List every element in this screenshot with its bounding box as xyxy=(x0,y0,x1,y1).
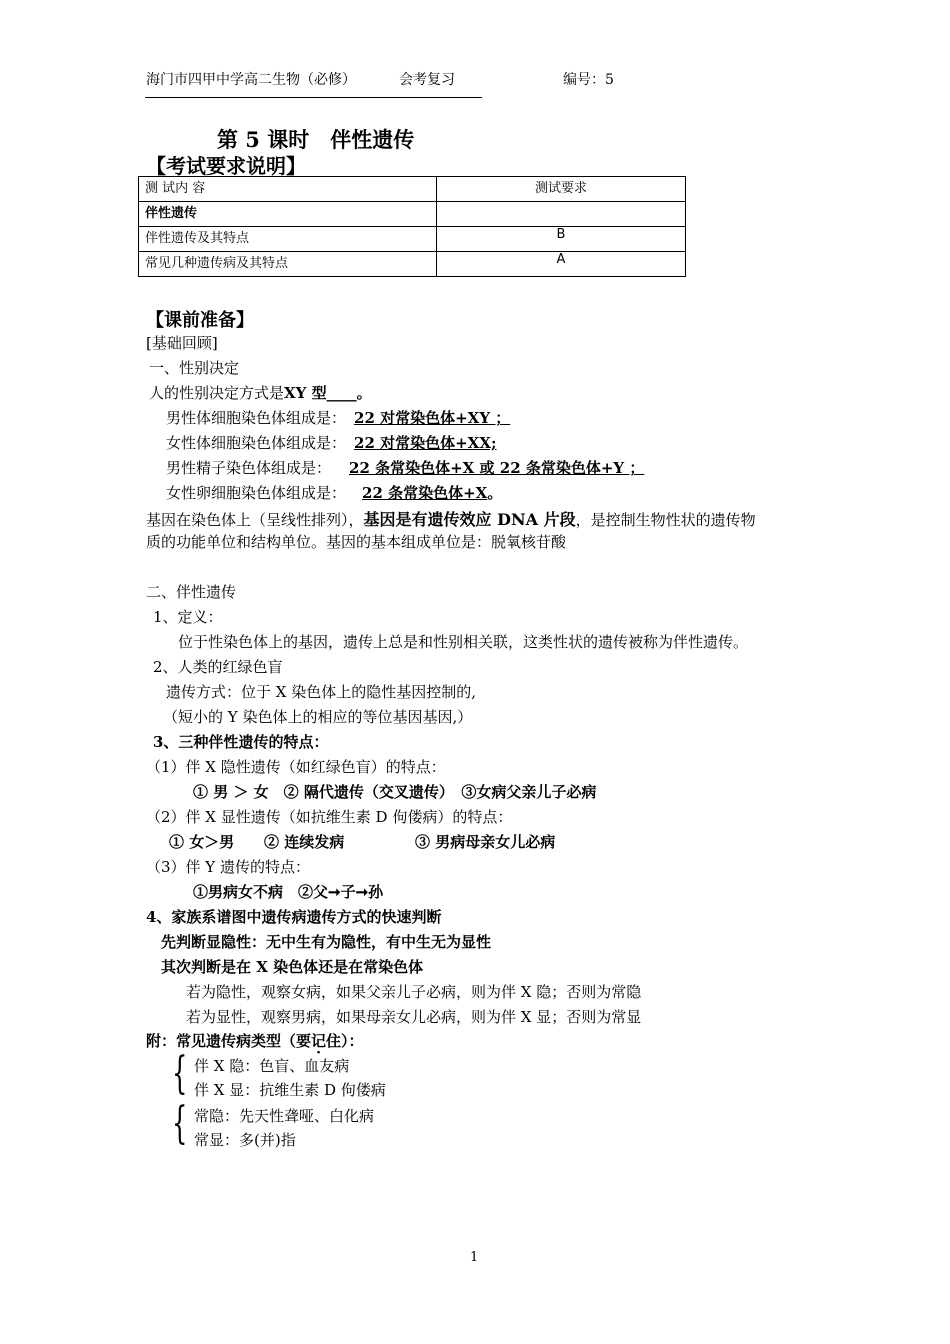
review-title: [基础回顾] xyxy=(146,334,218,352)
header-rule xyxy=(145,97,482,98)
female-cell-line xyxy=(166,432,497,453)
y-note: （短小的 Y 染色体上的相应的等位基因基因,） xyxy=(163,708,473,726)
table-cell: B xyxy=(437,227,686,252)
xd-point-1: ① 女＞男 xyxy=(169,833,235,851)
answer: 22 条常染色体+X 或 22 条常染色体+Y ； xyxy=(349,459,645,477)
disease-item: 伴 X 隐：色盲、血友病 xyxy=(194,1057,350,1075)
male-cell-line xyxy=(166,407,510,428)
xd-point-3: ③ 男病母亲女儿必病 xyxy=(415,833,556,851)
table-cell: 伴性遗传 xyxy=(139,202,437,227)
text: 附：常见遗传病类型（ xyxy=(146,1032,297,1050)
inherit-mode: 遗传方式：位于 X 染色体上的隐性基因控制的, xyxy=(166,683,476,701)
y-title: （3）伴 Y 遗传的特点： xyxy=(146,858,310,876)
judge-step-1: 先判断显隐性：无中生有为隐性，有中生无为显性 xyxy=(161,933,492,951)
three-types-title: 3、三种伴性遗传的特点： xyxy=(153,733,329,751)
answer: XY 型 xyxy=(284,384,327,402)
sperm-line xyxy=(166,457,644,478)
xd-title: （2）伴 X 显性遗传（如抗维生素 D 佝偻病）的特点： xyxy=(146,808,513,826)
table-cell xyxy=(437,202,686,227)
header-number: 编号：5 xyxy=(563,72,614,88)
emphasis-text: 要记住 xyxy=(296,1032,342,1050)
text: ）： xyxy=(341,1032,364,1050)
sec1-heading: 一、性别决定 xyxy=(149,359,240,377)
label: 女性体细胞染色体组成是： xyxy=(166,434,347,452)
left-brace-icon: { xyxy=(172,1098,188,1149)
judge-step-4: 若为显性，观察男病，如果母亲女儿必病，则为伴 X 显；否则为常显 xyxy=(186,1008,642,1026)
lesson-title: 第 5 课时 伴性遗传 xyxy=(217,127,415,152)
text: ，是控制生物性状的遗传物 xyxy=(575,511,756,529)
text: 基因在染色体上（呈线性排列）， xyxy=(146,511,364,529)
table-row xyxy=(139,227,686,252)
sex-determination-line xyxy=(149,382,372,403)
answer: 22 条常染色体+X xyxy=(362,484,488,502)
sec2-heading: 二、伴性遗传 xyxy=(146,583,237,601)
exam-requirement-table xyxy=(138,176,686,277)
judge-step-2: 其次判断是在 X 染色体还是在常染色体 xyxy=(161,958,424,976)
label: 男性体细胞染色体组成是： xyxy=(166,409,347,427)
answer: 22 对常染色体+XX; xyxy=(354,434,497,452)
xr-title: （1）伴 X 隐性遗传（如红绿色盲）的特点： xyxy=(146,758,446,776)
definition-text: 位于性染色体上的基因，遗传上总是和性别相关联，这类性状的遗传被称为伴性遗传。 xyxy=(178,633,749,651)
prep-title: 【课前准备】 xyxy=(146,310,254,331)
disease-item: 常显：多(并)指 xyxy=(194,1131,296,1149)
xr-points: ① 男 ＞ 女 ② 隔代遗传（交叉遗传） ③女病父亲儿子必病 xyxy=(193,783,597,801)
text: 。 xyxy=(356,384,372,402)
table-header-cell: 测试要求 xyxy=(437,177,686,202)
table-header-cell: 测 试内 容 xyxy=(139,177,437,202)
y-points: ①男病女不病 ②父➞子➞孙 xyxy=(193,883,384,901)
table-cell: 伴性遗传及其特点 xyxy=(139,227,437,252)
xd-point-2: ② 连续发病 xyxy=(264,833,345,851)
table-row xyxy=(139,202,686,227)
definition-title: 1、定义： xyxy=(153,608,223,626)
header-type: 会考复习 xyxy=(399,72,455,88)
label: 男性精子染色体组成是： xyxy=(166,459,332,477)
table-row xyxy=(139,252,686,277)
header-school: 海门市四甲中学高二生物（必修） xyxy=(146,72,356,88)
left-brace-icon: { xyxy=(172,1048,188,1099)
color-blind-title: 2、人类的红绿色盲 xyxy=(153,658,283,676)
label: 女性卵细胞染色体组成是： xyxy=(166,484,347,502)
table-header-row xyxy=(139,177,686,202)
gene-line-2: 质的功能单位和结构单位。基因的基本组成单位是：脱氧核苷酸 xyxy=(146,533,567,551)
table-cell: 常见几种遗传病及其特点 xyxy=(139,252,437,277)
egg-line xyxy=(166,482,502,503)
disease-item: 伴 X 显：抗维生素 D 佝偻病 xyxy=(194,1081,386,1099)
judge-step-3: 若为隐性，观察女病，如果父亲儿子必病，则为伴 X 隐；否则为常隐 xyxy=(186,983,642,1001)
gene-definition: 基因是有遗传效应 DNA 片段 xyxy=(363,510,576,529)
exam-section-title: 【考试要求说明】 xyxy=(146,154,306,178)
disease-item: 常隐：先天性聋哑、白化病 xyxy=(194,1107,375,1125)
table-cell: A xyxy=(437,252,686,277)
text: 人的性别决定方式是 xyxy=(149,384,285,402)
blank: ____ xyxy=(326,384,357,402)
gene-line-1 xyxy=(146,507,756,530)
text: 。 xyxy=(487,484,503,502)
page-number: 1 xyxy=(470,1250,479,1265)
answer: 22 对常染色体+XY ； xyxy=(354,409,511,427)
judge-title: 4、家族系谱图中遗传病遗传方式的快速判断 xyxy=(146,908,442,926)
